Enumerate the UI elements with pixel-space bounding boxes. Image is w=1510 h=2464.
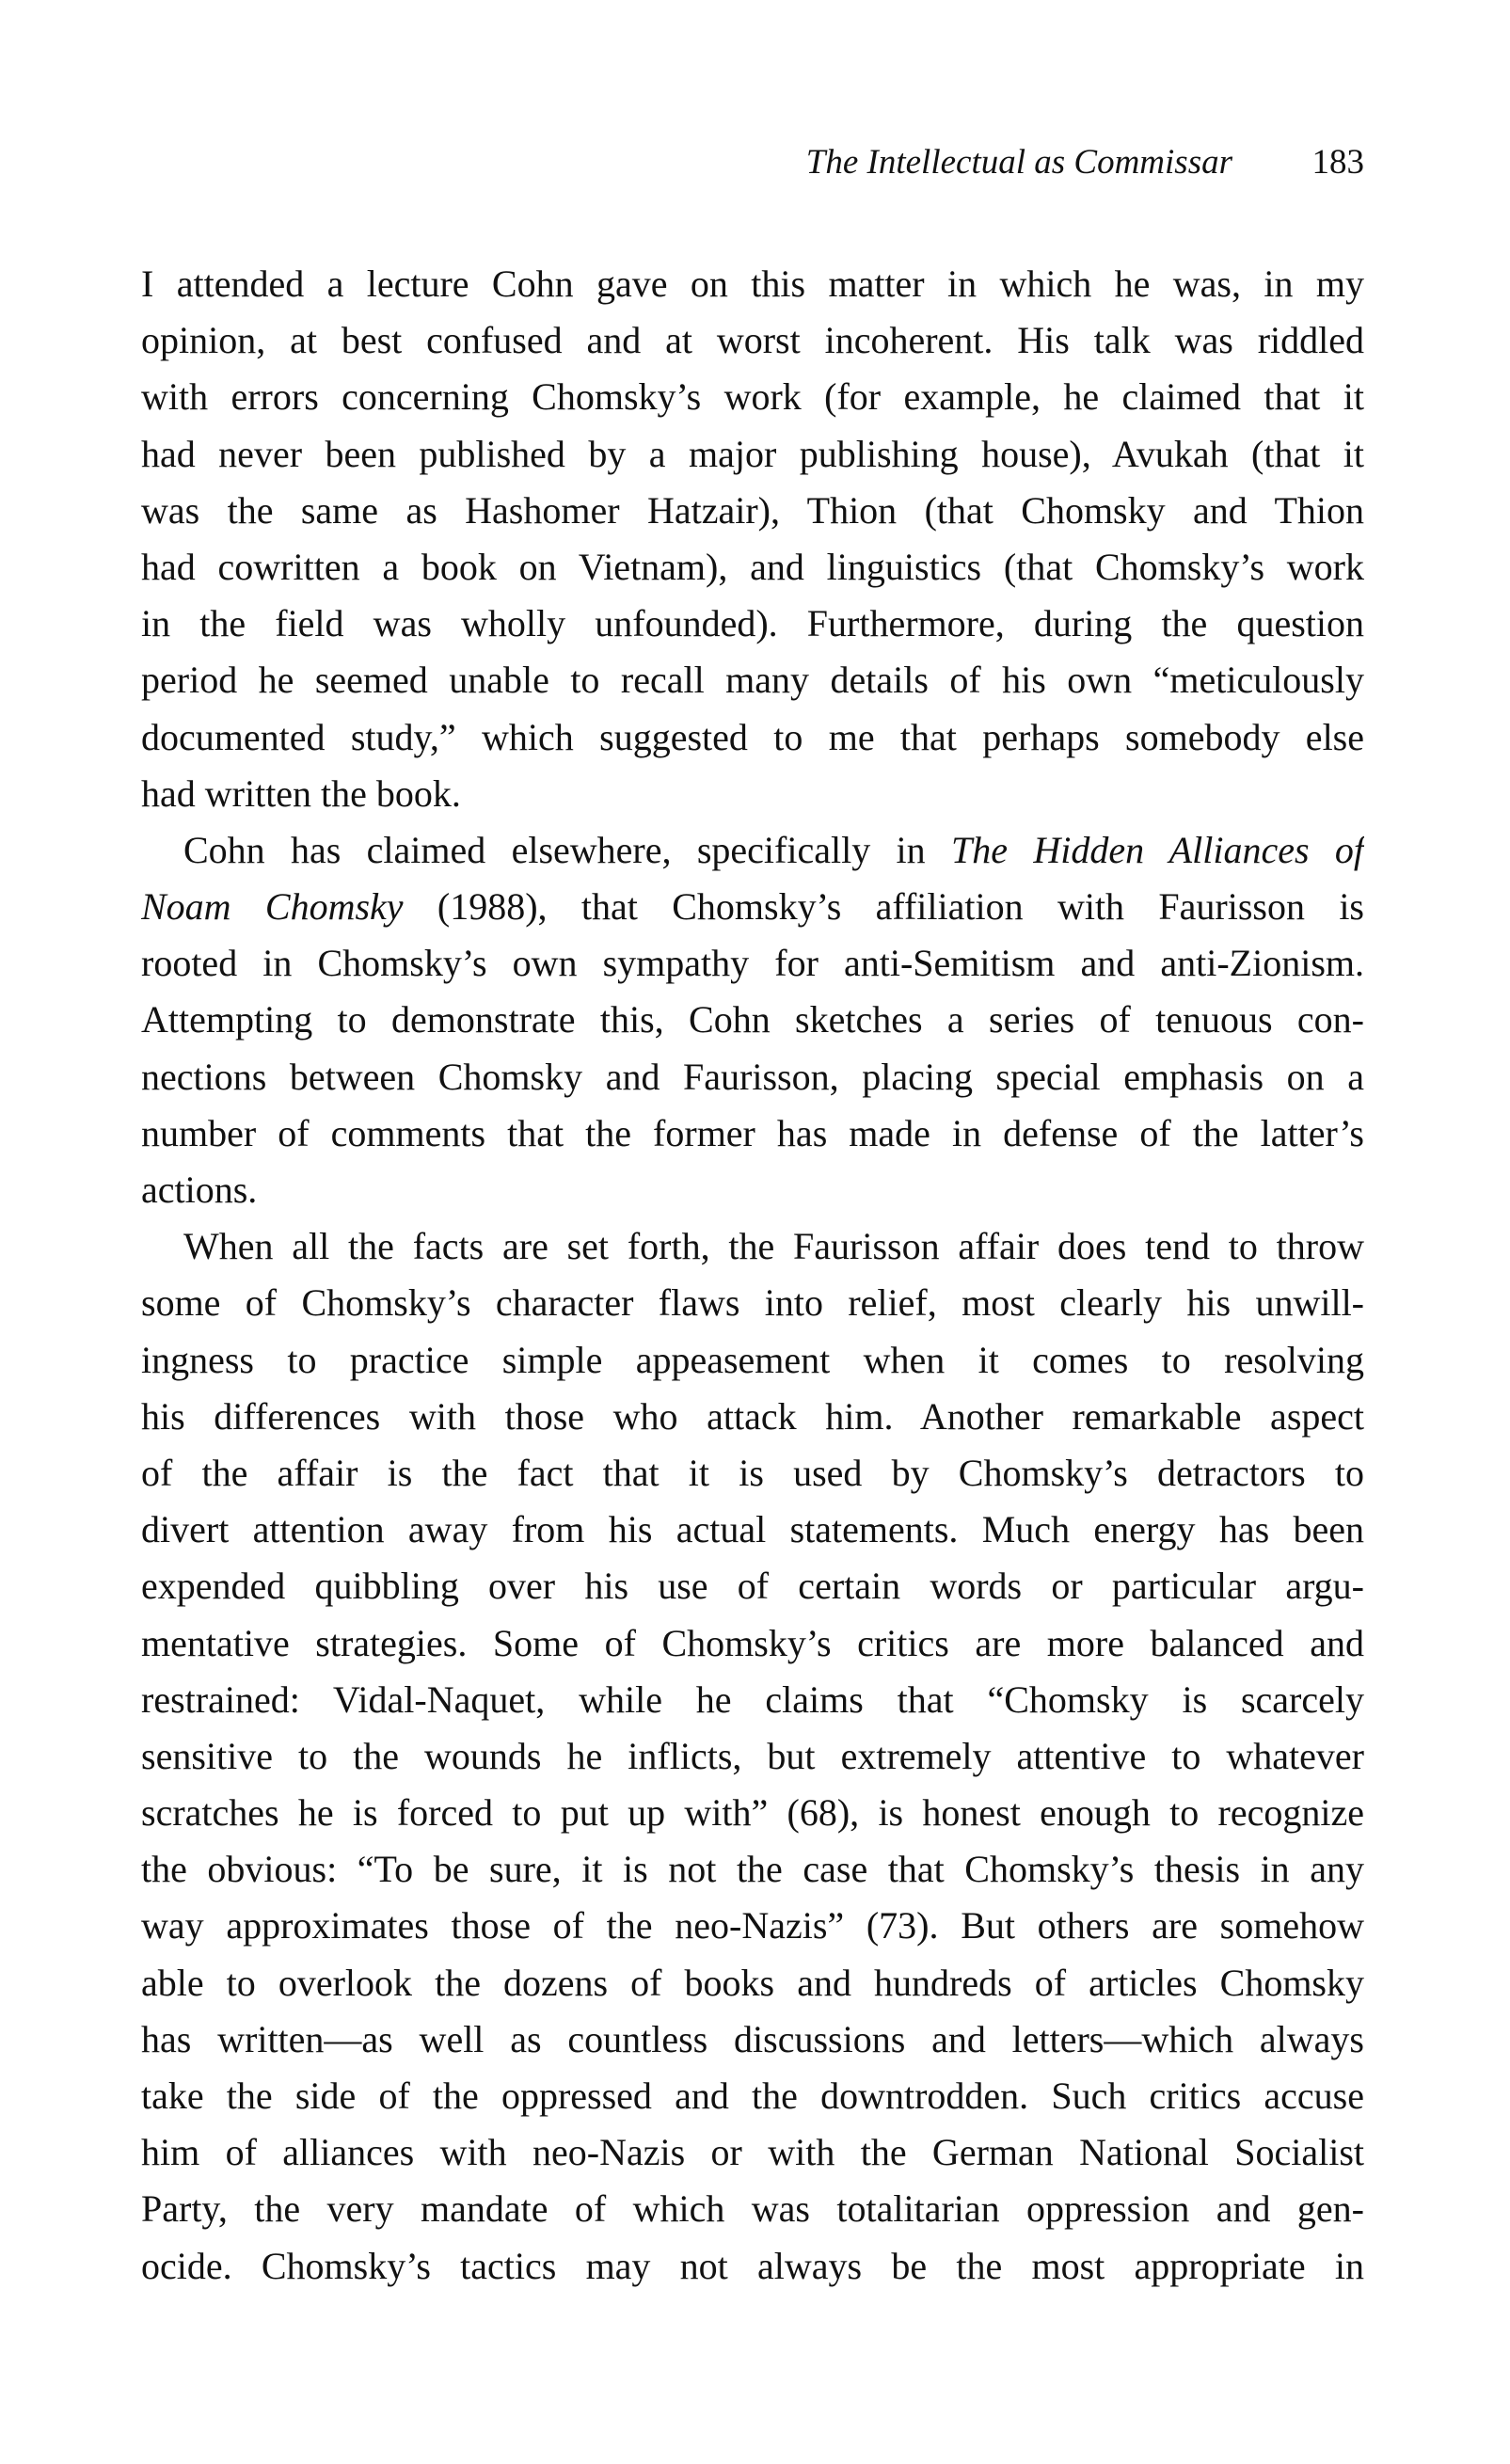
running-head	[141, 139, 1364, 186]
text-line: some of Chomsky’s character flaws into relief, most clearly his unwill-	[141, 1281, 1364, 1325]
text-line: the obvious: “To be sure, it is not the case that Chomsky’s thesis in any	[141, 1848, 1364, 1891]
text-line: of the affair is the fact that it is used by Chomsky’s detractors to	[141, 1451, 1364, 1494]
page-number: 183	[1311, 143, 1364, 182]
text-line: take the side of the oppressed and the downtrodden. Such critics accuse	[141, 2075, 1364, 2117]
text-line: mentative strategies. Some of Chomsky’s critics are more balanced and	[141, 1621, 1364, 1664]
paragraph-1	[141, 256, 1364, 822]
text-line: his differences with those who attack him. Another remarkable aspect	[141, 1394, 1364, 1438]
text-line: period he seemed unable to recall many details of his own “meticulously	[141, 659, 1364, 702]
text-line: had cowritten a book on Vietnam), and linguistics (that Chomsky’s work	[141, 545, 1364, 588]
text-line: ingness to practice simple appeasement when it comes to resolving	[141, 1338, 1364, 1381]
text-line	[141, 822, 1364, 879]
book-title-italic: The Hidden Alliances of	[950, 828, 1364, 871]
text-line: expended quibbling over his use of certain words or particular argu-	[141, 1565, 1364, 1608]
paragraph-3	[141, 1218, 1364, 2295]
text-line: opinion, at best confused and at worst incoherent. His talk was riddled	[141, 319, 1364, 362]
text-line: scratches he is forced to put up with” (68), is honest enough to recognize	[141, 1791, 1364, 1835]
text-line: had written the book.	[141, 771, 461, 815]
text-line: has written—as well as countless discussions and letters—which always	[141, 2017, 1364, 2060]
text-line: restrained: Vidal-Naquet, while he claims that “Chomsky is scarcely	[141, 1677, 1364, 1721]
text-run: Cohn has claimed elsewhere, specifically in	[183, 828, 951, 871]
text-line: able to overlook the dozens of books and hundreds of articles Chomsky	[141, 1961, 1364, 2004]
text-line: number of comments that the former has made in defense of the latter’s	[141, 1111, 1364, 1154]
text-line: nections between Chomsky and Faurisson, placing special emphasis on a	[141, 1055, 1364, 1098]
text-line: him of alliances with neo-Nazis or with the German National Socialist	[141, 2131, 1364, 2174]
text-line: Party, the very mandate of which was totalitarian oppression and gen-	[141, 2187, 1364, 2231]
body-text	[141, 256, 1364, 2295]
text-line: Attempting to demonstrate this, Cohn sketches a series of tenuous con-	[141, 998, 1364, 1041]
text-line: When all the facts are set forth, the Faurisson affair does tend to throw	[183, 1225, 1364, 1268]
text-line	[141, 879, 1364, 935]
text-line: ocide. Chomsky’s tactics may not always be the most appropriate in	[141, 2244, 1364, 2287]
text-run: (1988), that Chomsky’s affiliation with Faurisson is	[403, 885, 1364, 929]
running-title: The Intellectual as Commissar	[805, 143, 1232, 182]
text-line: way approximates those of the neo-Nazis” (73). But others are somehow	[141, 1904, 1364, 1947]
text-line: documented study,” which suggested to me that perhaps somebody else	[141, 715, 1364, 758]
text-line: actions.	[141, 1168, 258, 1211]
text-line: rooted in Chomsky’s own sympathy for anti-Semitism and anti-Zionism.	[141, 942, 1364, 985]
text-line: sensitive to the wounds he inflicts, but extremely attentive to whatever	[141, 1734, 1364, 1777]
text-line: divert attention away from his actual statements. Much energy has been	[141, 1508, 1364, 1551]
text-line: with errors concerning Chomsky’s work (for example, he claimed that it	[141, 375, 1364, 419]
text-line: in the field was wholly unfounded). Furthermore, during the question	[141, 602, 1364, 645]
text-line: I attended a lecture Cohn gave on this matter in which he was, in my	[141, 262, 1364, 305]
book-title-italic: Noam Chomsky	[141, 885, 404, 929]
text-line: was the same as Hashomer Hatzair), Thion (that Chomsky and Thion	[141, 488, 1364, 532]
text-line: had never been published by a major publishing house), Avukah (that it	[141, 432, 1364, 475]
paragraph-2	[141, 822, 1364, 1218]
